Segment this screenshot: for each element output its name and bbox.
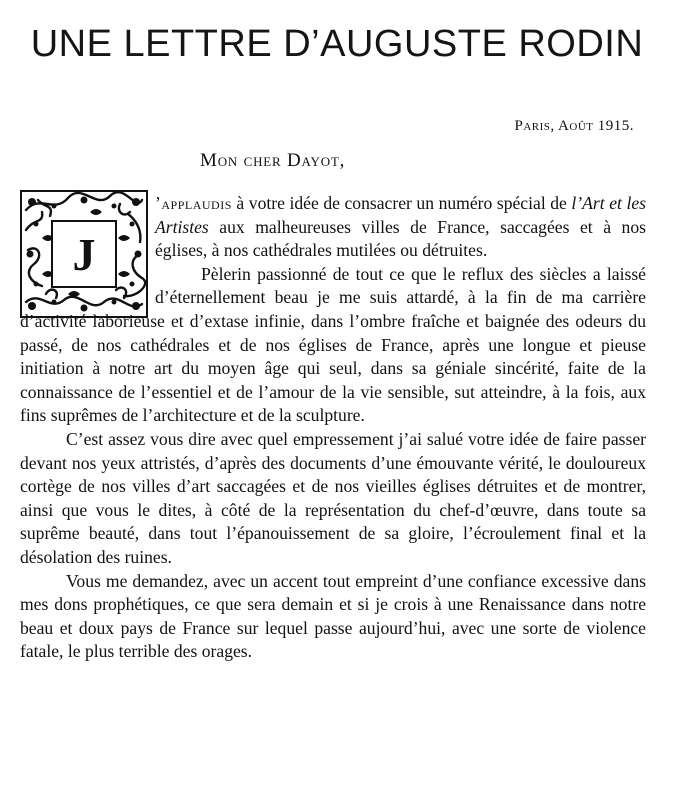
paragraph-1-lead: ’applaudis [155,193,232,213]
journal-title: l’Art et les Artistes [155,193,646,237]
paragraph-2: Pèlerin passionné de tout ce que le reflux des siècles a laissé d’éternellement beau je me suis attardé, à la fin de ma carrière d’activité laborieuse et d’extase infinie, dans l’ombre fraîche et baignée des odeurs du passé, de nos cathédrales et de nos églises de France, après une longue et pieuse initiation à notre art du moyen âge qui seul, dans sa géniale sincérité, faite de la connaissance de l’essentiel et de l’amour de la vie sensible, sut atteindre, à la fois, aux fins suprêmes de l’architecture et de la sculpture. [20,263,646,426]
article-title: UNE LETTRE D’AUGUSTE RODIN [30,23,644,65]
salutation: Mon cher Dayot, [200,150,346,171]
paragraph-4: Vous me demandez, avec un accent tout empreint d’une confiance excessive dans mes dons prophétiques, ce que sera demain et si je crois à une Renaissance dans notre beau et doux pays de France sur lequel passe aujourd’hui, avec une sorte de violence fatale, le plus terrible des orages. [20,570,646,662]
dropcap-letter: J [51,220,117,288]
letter-body [20,192,646,664]
dateline: Paris, Août 1915. [514,118,634,134]
paragraph-1-text-b: aux malheureuses villes de France, saccagées et à nos églises, à nos cathédrales mutilées ou détruites. [155,216,646,261]
paragraph-3: C’est assez vous dire avec quel empressement j’ai salué votre idée de faire passer devant nos yeux attristés, d’après des documents d’une émouvante vérité, le douloureux cortège de nos villes d’art saccagées et de nos vieilles églises détruites et de montrer, ainsi que vous le dites, à côté de la représentation du chef-d’œuvre, dans toute sa suprême beauté, dans tout l’épanouissement de sa gloire, l’écroulement final et la désolation des ruines. [20,428,646,567]
paragraph-1-text-a: à votre idée de consacrer un numéro spécial de [231,193,572,213]
